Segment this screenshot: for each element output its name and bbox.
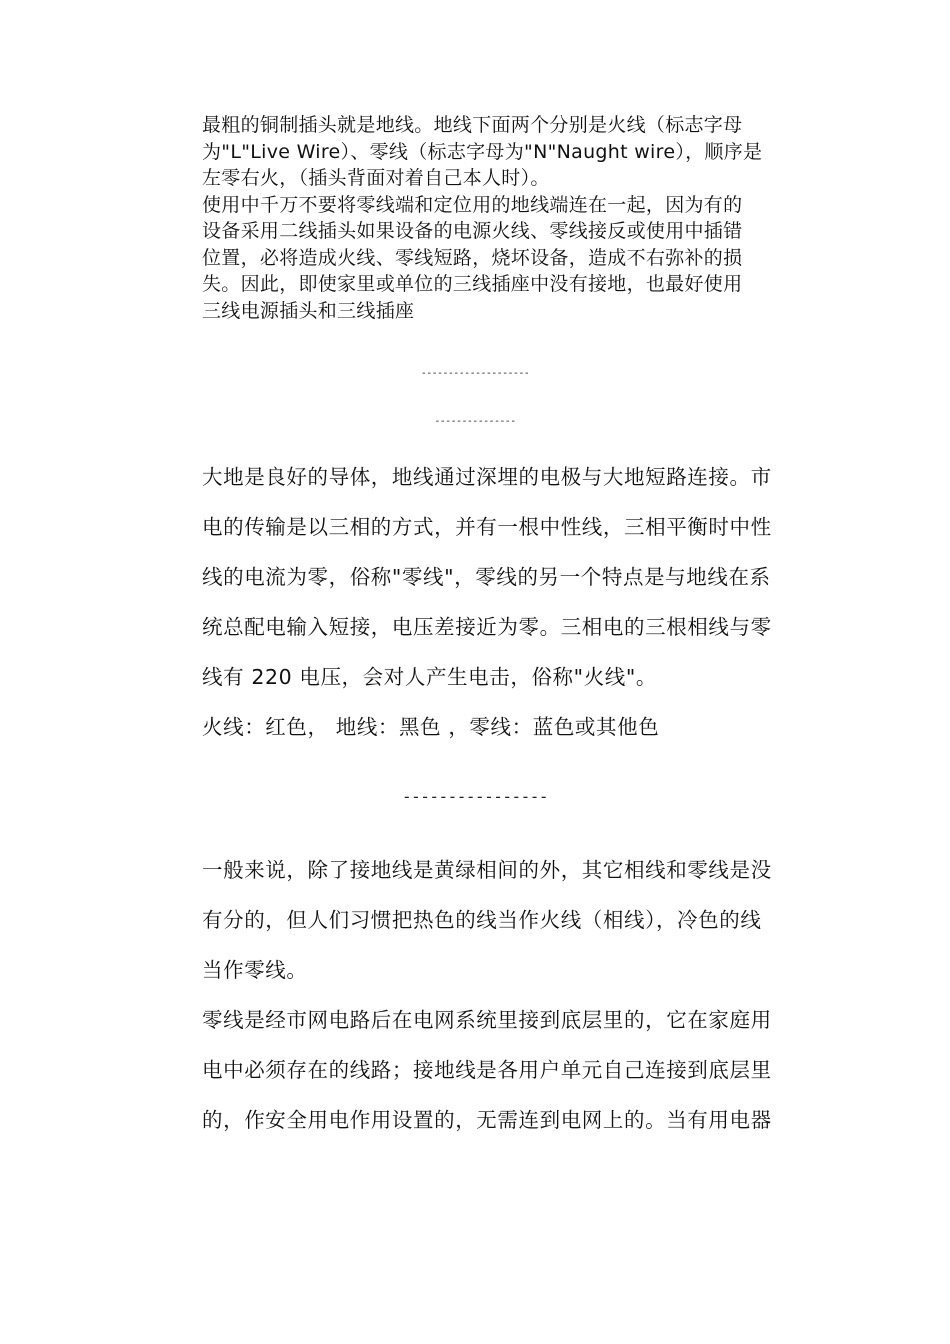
text-line: 有分的，但人们习惯把热色的线当作火线（相线），冷色的线 <box>202 908 762 932</box>
section-separator: --------------- <box>434 416 516 427</box>
text-line: 零线是经市网电路后在电网系统里接到底层里的，它在家庭用 <box>202 1008 772 1032</box>
text-line: 统总配电输入短接，电压差接近为零。三相电的三根相线与零 <box>202 615 772 639</box>
paragraph-plug-wiring <box>202 112 810 324</box>
text-line: 线有 220 电压，会对人产生电击，俗称"火线"。 <box>202 665 658 689</box>
paragraph-wire-colors <box>202 845 810 1145</box>
text-line: 最粗的铜制插头就是地线。地线下面两个分别是火线（标志字母 <box>202 114 743 136</box>
text-line: 的，作安全用电作用设置的，无需连到电网上的。当有用电器 <box>202 1108 772 1132</box>
paragraph-earth-neutral <box>202 452 810 752</box>
text-line: 三线电源插头和三线插座 <box>202 299 415 322</box>
text-line: 线的电流为零，俗称"零线"，零线的另一个特点是与地线在系 <box>202 565 771 589</box>
text-line: 火线：红色， 地线：黑色 ，零线：蓝色或其他色 <box>202 715 660 739</box>
text-line: 一般来说，除了接地线是黄绿相间的外，其它相线和零线是没 <box>202 858 772 882</box>
section-separator: ---------------- <box>401 787 549 806</box>
text-line: 电的传输是以三相的方式，并有一根中性线，三相平衡时中性 <box>202 515 772 539</box>
text-line: 设备采用二线插头如果设备的电源火线、零线接反或使用中插错 <box>202 220 743 242</box>
text-line: 使用中千万不要将零线端和定位用的地线端连在一起，因为有的 <box>202 193 743 216</box>
text-line: 为"L"Live Wire）、零线（标志字母为"N"Naught wire），顺序是 <box>202 140 763 163</box>
section-separator: -------------------- <box>420 368 530 379</box>
text-line: 失。因此，即使家里或单位的三线插座中没有接地，也最好使用 <box>202 273 743 295</box>
text-line: 位置，必将造成火线、零线短路，烧坏设备，造成不右弥补的损 <box>202 246 743 269</box>
text-line: 左零右火，（插头背面对着自己本人时）。 <box>202 167 550 189</box>
text-line: 当作零线。 <box>202 958 308 982</box>
text-line: 电中必须存在的线路；接地线是各用户单元自己连接到底层里 <box>202 1058 772 1082</box>
text-line: 大地是良好的导体，地线通过深埋的电极与大地短路连接。市 <box>202 465 772 489</box>
